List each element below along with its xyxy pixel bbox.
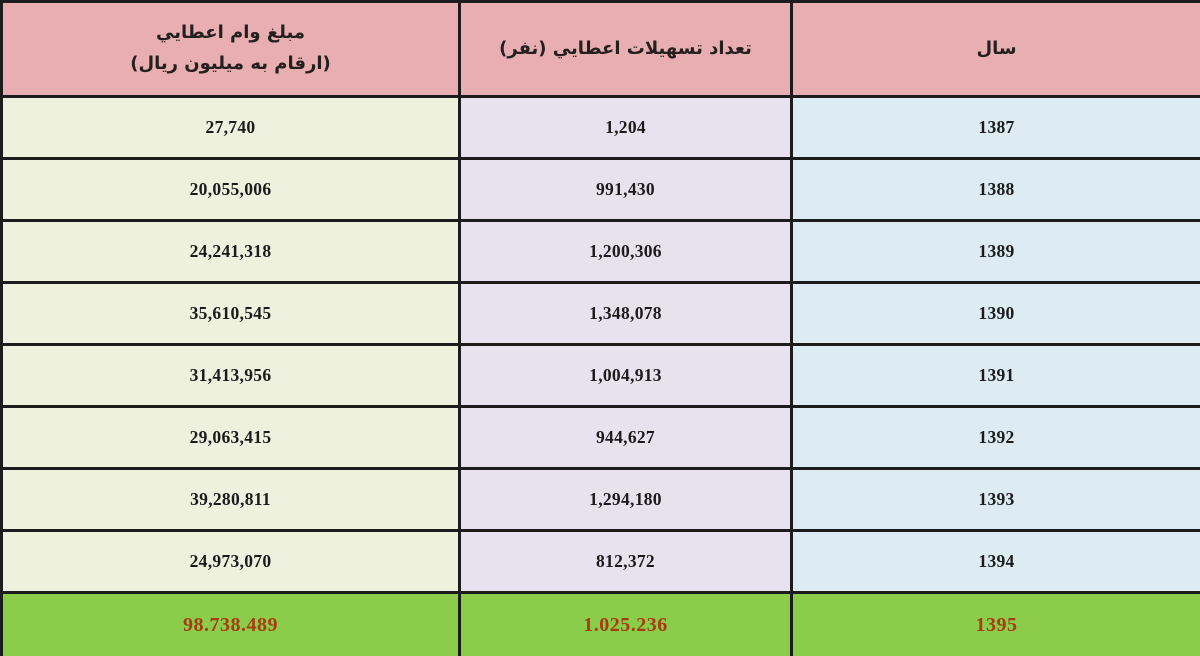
header-year: سال [792, 2, 1200, 97]
table-row [2, 97, 1200, 159]
amount-cell: 24,241,318 [2, 221, 460, 283]
table-row [2, 221, 1200, 283]
table-row [2, 531, 1200, 593]
table-row [2, 159, 1200, 221]
year-cell: 1389 [792, 221, 1200, 283]
amount-cell: 31,413,956 [2, 345, 460, 407]
year-cell: 1392 [792, 407, 1200, 469]
amount-cell: 39,280,811 [2, 469, 460, 531]
header-count: تعداد تسهيلات اعطايي (نفر) [460, 2, 792, 97]
count-cell: 991,430 [460, 159, 792, 221]
year-cell: 1387 [792, 97, 1200, 159]
count-cell: 1,348,078 [460, 283, 792, 345]
header-amount-line1: مبلغ وام اعطايي [156, 22, 305, 44]
table-row [2, 407, 1200, 469]
count-cell: 1,200,306 [460, 221, 792, 283]
table-row [2, 345, 1200, 407]
year-cell: 1390 [792, 283, 1200, 345]
amount-cell: 20,055,006 [2, 159, 460, 221]
count-cell: 812,372 [460, 531, 792, 593]
year-cell: 1391 [792, 345, 1200, 407]
year-cell: 1393 [792, 469, 1200, 531]
amount-cell: 24,973,070 [2, 531, 460, 593]
total-amount-cell: 98.738.489 [2, 593, 460, 656]
amount-cell: 29,063,415 [2, 407, 460, 469]
count-cell: 1,004,913 [460, 345, 792, 407]
header-amount [2, 2, 460, 97]
total-year-cell: 1395 [792, 593, 1200, 656]
year-cell: 1394 [792, 531, 1200, 593]
amount-cell: 27,740 [2, 97, 460, 159]
table-row [2, 469, 1200, 531]
count-cell: 944,627 [460, 407, 792, 469]
total-count-cell: 1.025.236 [460, 593, 792, 656]
count-cell: 1,294,180 [460, 469, 792, 531]
count-cell: 1,204 [460, 97, 792, 159]
table-header-row [2, 2, 1200, 97]
total-row [2, 593, 1200, 656]
table-row [2, 283, 1200, 345]
header-amount-line2: (ارقام به ميليون ريال) [130, 53, 331, 74]
amount-cell: 35,610,545 [2, 283, 460, 345]
year-cell: 1388 [792, 159, 1200, 221]
